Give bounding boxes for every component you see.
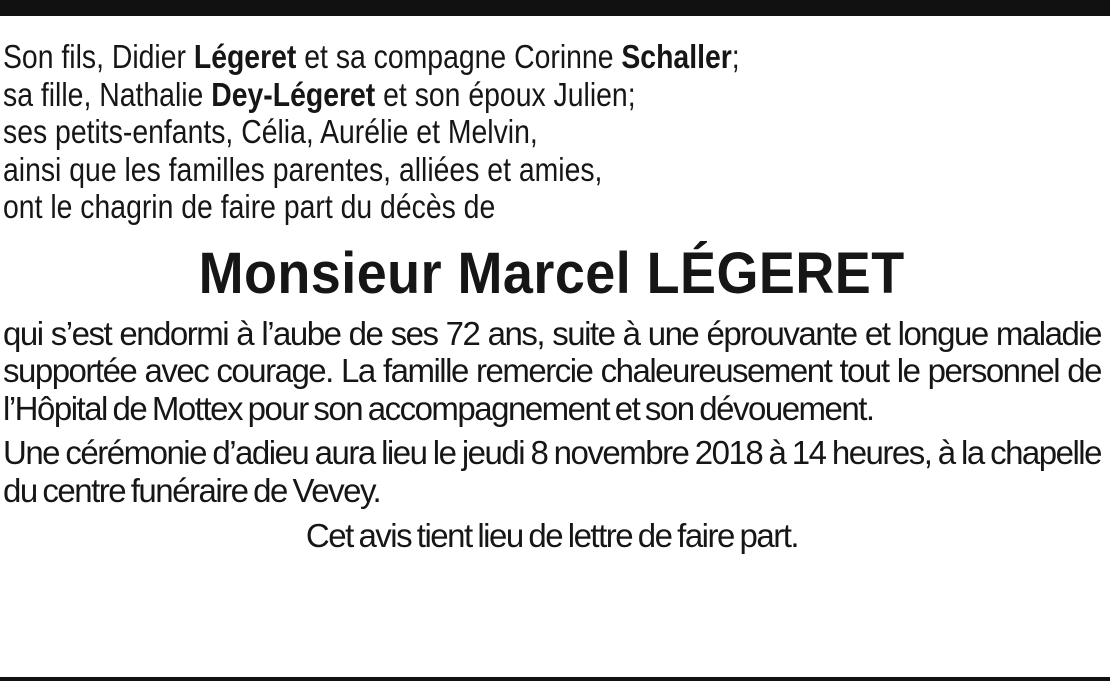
intro-line-daughter: sa fille, Nathalie Dey-Légeret et son époux Julien; <box>3 75 636 113</box>
bottom-rule <box>0 677 1110 681</box>
notice-body <box>3 315 1101 510</box>
paragraph-ceremony: Une cérémonie d’adieu aura lieu le jeudi 8 novembre 2018 à 14 heures, à la chapelle du centre funéraire de Vevey. <box>3 434 1101 509</box>
intro-line-grandchildren: ses petits-enfants, Célia, Aurélie et Melvin, <box>3 113 538 150</box>
obituary-notice <box>3 38 1101 555</box>
top-rule <box>0 0 1110 16</box>
family-announcement <box>3 38 1101 226</box>
closing-line: Cet avis tient lieu de lettre de faire part. <box>305 517 799 554</box>
surname-legeret: Légeret <box>193 38 297 75</box>
deceased-name: Monsieur Marcel LÉGERET <box>198 240 906 306</box>
intro-line-announcement: ont le chagrin de faire part du décès de <box>3 188 496 225</box>
surname-schaller: Schaller <box>621 38 732 75</box>
intro-line-families: ainsi que les familles parentes, alliées et amies, <box>3 150 603 188</box>
intro-line-son: Son fils, Didier Légeret et sa compagne Corinne Schaller; <box>3 38 740 75</box>
surname-dey-legeret: Dey-Légeret <box>211 75 376 113</box>
paragraph-illness: qui s’est endormi à l’aube de ses 72 ans, suite à une éprouvante et longue maladie supportée avec courage. La famille remercie chaleureusement tout le personnel de l’Hôpital de Mottex pour son accompagnement et son dévouement. <box>3 314 1101 427</box>
